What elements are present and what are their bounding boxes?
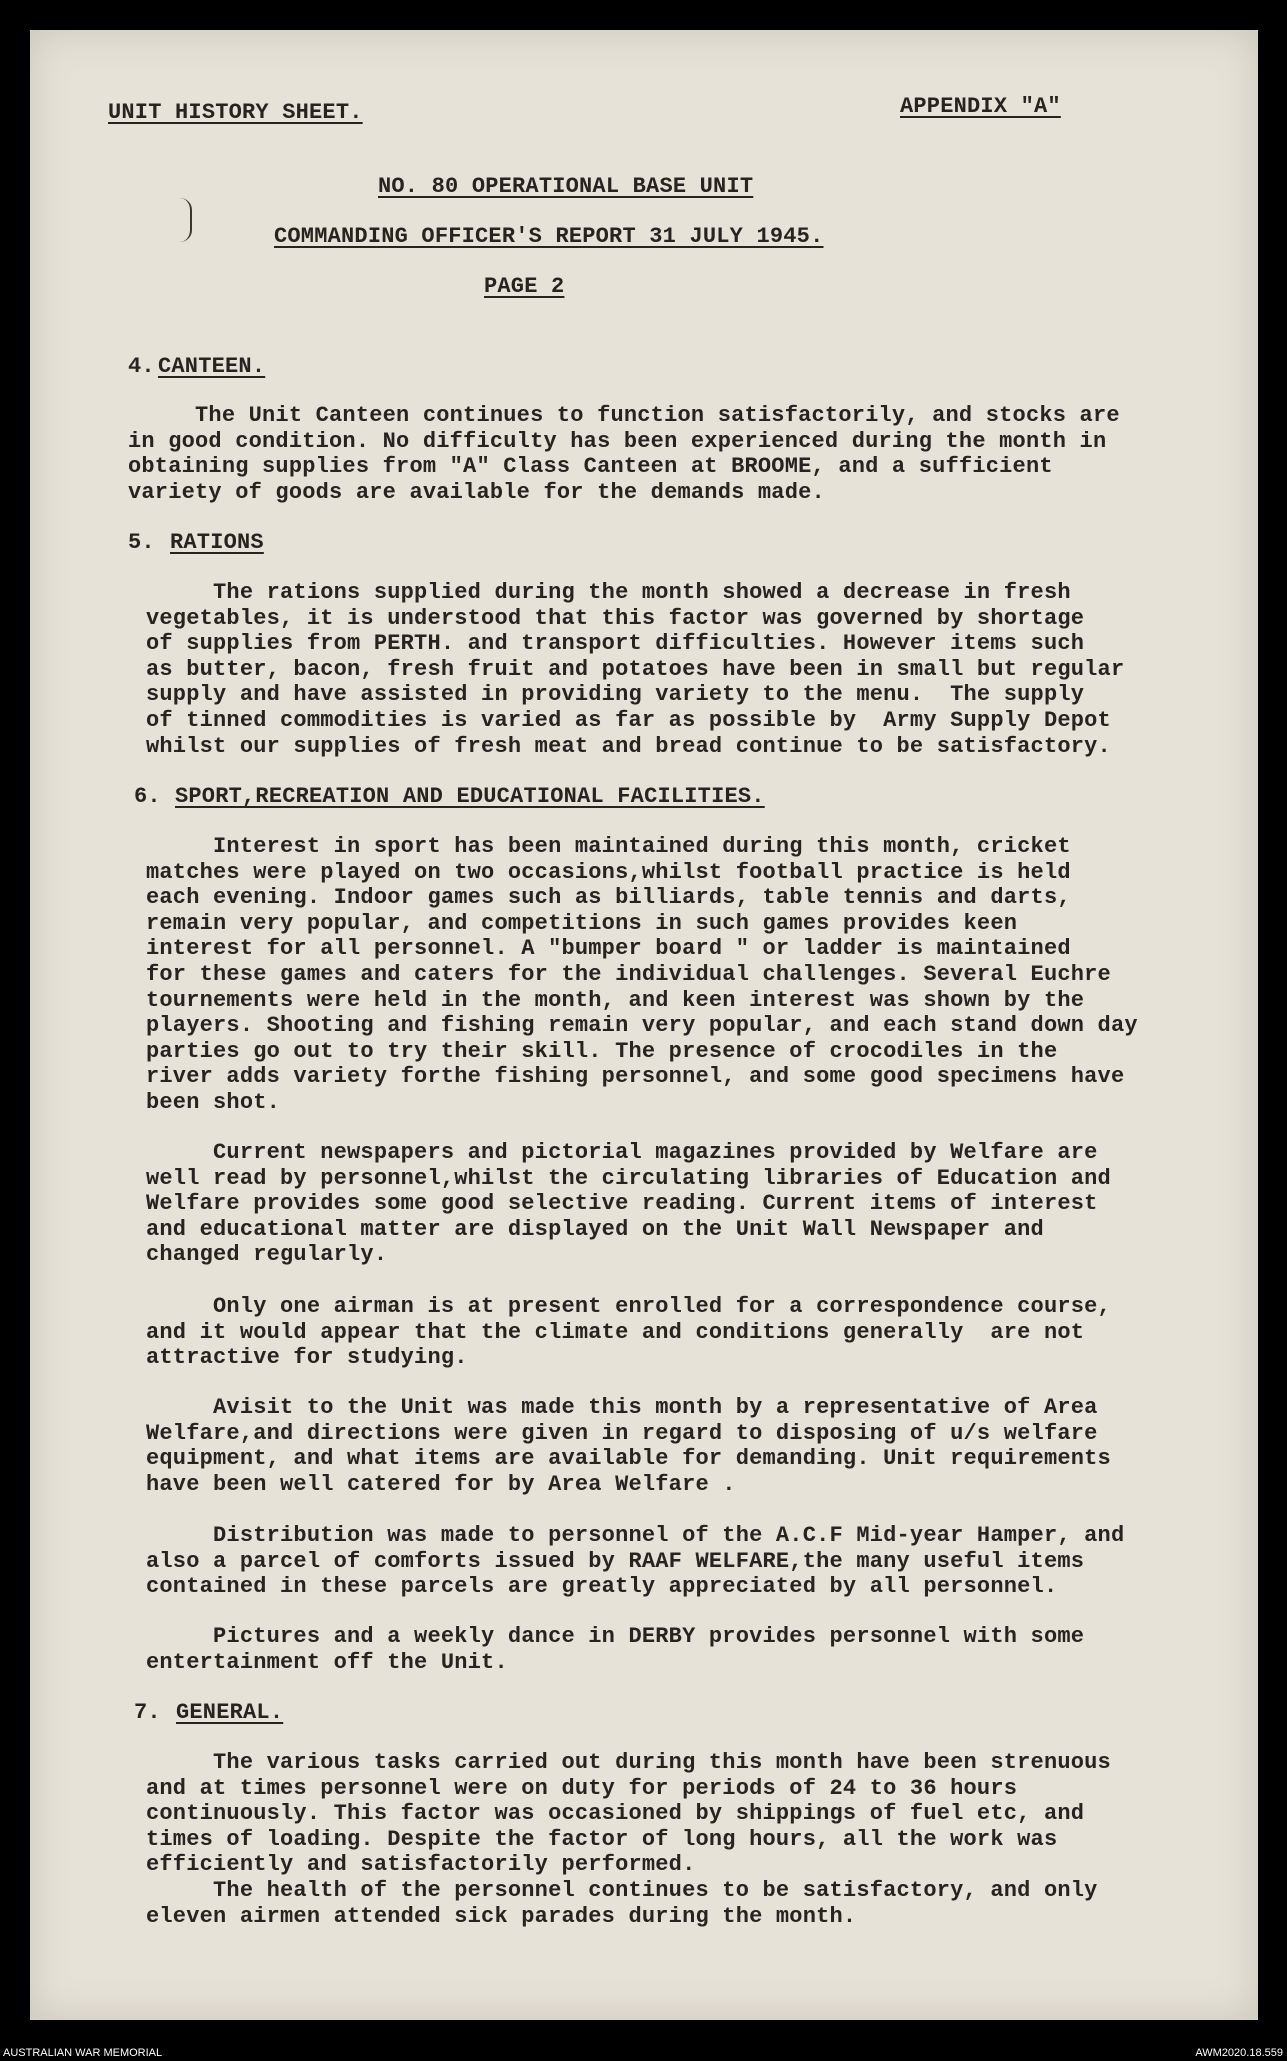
pencil-mark (180, 198, 192, 242)
text-line: and it would appear that the climate and conditions generally are not (146, 1319, 1085, 1345)
text-line: and educational matter are displayed on the Unit Wall Newspaper and (146, 1216, 1044, 1242)
text-line: equipment, and what items are available for demanding. Unit requirements (146, 1446, 1111, 1472)
text-line: have been well catered for by Area Welfare . (146, 1471, 736, 1497)
text-line: eleven airmen attended sick parades during the month. (146, 1903, 857, 1929)
title-unit: NO. 80 OPERATIONAL BASE UNIT (378, 174, 754, 199)
text-line: Welfare provides some good selective reading. Current items of interest (146, 1191, 1098, 1217)
text-line: been shot. (146, 1090, 281, 1115)
text-line: Welfare,and directions were given in regard to disposing of u/s welfare (146, 1420, 1098, 1446)
title-page: PAGE 2 (484, 274, 565, 299)
section-6-heading: SPORT,RECREATION AND EDUCATIONAL FACILITIES. (175, 784, 765, 809)
section-7-heading: GENERAL. (176, 1700, 284, 1725)
text-line: tournements were held in the month, and keen interest was shown by the (146, 987, 1085, 1013)
section-5-heading: RATIONS (170, 530, 264, 555)
section-7-number: 7. (134, 1700, 161, 1725)
text-line: efficiently and satisfactorily performed. (146, 1852, 696, 1878)
text-line: remain very popular, and competitions in such games provides keen (146, 910, 1018, 936)
text-line: The health of the personnel continues to be satisfactory, and only (146, 1878, 1098, 1903)
text-line: Avisit to the Unit was made this month by a representative of Area (146, 1395, 1098, 1420)
text-line: and at times personnel were on duty for periods of 24 to 36 hours (146, 1775, 1018, 1801)
text-line: as butter, bacon, fresh fruit and potatoes have been in small but regular (146, 656, 1125, 682)
text-line: Pictures and a weekly dance in DERBY provides personnel with some (146, 1624, 1085, 1649)
text-line: each evening. Indoor games such as billiards, table tennis and darts, (146, 885, 1071, 911)
text-line: The Unit Canteen continues to function satisfactorily, and stocks are (128, 403, 1120, 428)
text-line: Distribution was made to personnel of the A.C.F Mid-year Hamper, and (146, 1523, 1125, 1548)
header-unit-history-sheet: UNIT HISTORY SHEET. (108, 100, 363, 125)
text-line: of supplies from PERTH. and transport difficulties. However items such (146, 631, 1085, 657)
text-line: variety of goods are available for the demands made. (128, 479, 825, 505)
section-4-heading: CANTEEN. (158, 354, 266, 379)
text-line: The rations supplied during the month showed a decrease in fresh (146, 580, 1071, 605)
text-line: contained in these parcels are greatly appreciated by all personnel. (146, 1574, 1058, 1600)
section-5-number: 5. (128, 530, 155, 555)
text-line: obtaining supplies from "A" Class Canteen at BROOME, and a sufficient (128, 454, 1053, 480)
text-line: The various tasks carried out during this month have been strenuous (146, 1750, 1111, 1775)
text-line: also a parcel of comforts issued by RAAF WELFARE,the many useful items (146, 1548, 1085, 1574)
text-line: continuously. This factor was occasioned by shippings of fuel etc, and (146, 1801, 1085, 1827)
header-appendix: APPENDIX "A" (900, 94, 1061, 119)
footer-accession-number: AWM2020.18.559 (1195, 2047, 1283, 2059)
title-report: COMMANDING OFFICER'S REPORT 31 JULY 1945. (274, 224, 824, 249)
text-line: well read by personnel,whilst the circulating libraries of Education and (146, 1165, 1111, 1191)
text-line: Interest in sport has been maintained during this month, cricket (146, 834, 1071, 859)
text-line: Current newspapers and pictorial magazines provided by Welfare are (146, 1140, 1098, 1165)
text-line: parties go out to try their skill. The presence of crocodiles in the (146, 1038, 1058, 1064)
text-line: players. Shooting and fishing remain very popular, and each stand down day (146, 1013, 1138, 1039)
text-line: matches were played on two occasions,whilst football practice is held (146, 859, 1071, 885)
text-line: changed regularly. (146, 1242, 388, 1268)
text-line: supply and have assisted in providing variety to the menu. The supply (146, 682, 1085, 708)
text-line: entertainment off the Unit. (146, 1649, 508, 1675)
text-line: for these games and caters for the individual challenges. Several Euchre (146, 962, 1111, 987)
text-line: times of loading. Despite the factor of long hours, all the work was (146, 1826, 1058, 1852)
text-line: of tinned commodities is varied as far as possible by Army Supply Depot (146, 708, 1111, 733)
section-6-number: 6. (134, 784, 161, 809)
text-line: whilst our supplies of fresh meat and bread continue to be satisfactory. (146, 733, 1111, 759)
text-line: river adds variety forthe fishing personnel, and some good specimens have (146, 1064, 1125, 1090)
text-line: interest for all personnel. A "bumper board " or ladder is maintained (146, 936, 1071, 962)
text-line: in good condition. No difficulty has been experienced during the month in (128, 428, 1107, 454)
footer-source: AUSTRALIAN WAR MEMORIAL (3, 2047, 163, 2059)
section-4-number: 4. (128, 354, 155, 379)
text-line: vegetables, it is understood that this factor was governed by shortage (146, 605, 1085, 631)
text-line: attractive for studying. (146, 1345, 468, 1371)
text-line: Only one airman is at present enrolled for a correspondence course, (146, 1294, 1111, 1319)
